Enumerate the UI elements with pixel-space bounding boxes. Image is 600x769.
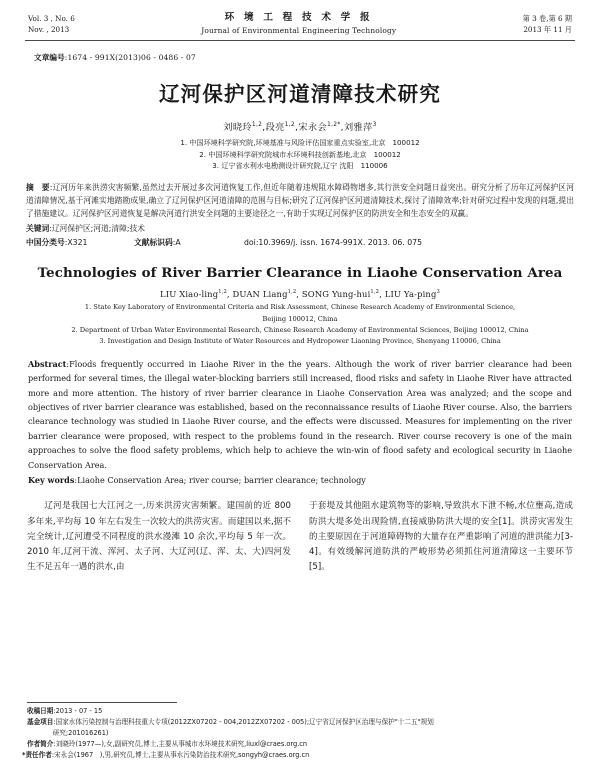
author-affil-marker: 1,2	[284, 122, 296, 129]
article-number	[34, 52, 600, 63]
affiliation-line: 3. 辽宁省水利水电勘测设计研究院,辽宁 沈阳 110006	[212, 161, 388, 171]
author-affil-marker: 1,2*	[327, 122, 341, 129]
footnote-fund-label: 基金项目	[27, 717, 54, 726]
clc-label: 中国分类号	[26, 237, 65, 247]
article-number-value: :1674 - 991X(2013)06 - 0486 - 07	[64, 53, 196, 63]
author-affil-marker: 3	[372, 122, 377, 129]
footnote-received-value: :2013 - 07 - 15	[53, 706, 103, 715]
abstract-en-label: Abstract	[28, 358, 67, 369]
title-en: Technologies of River Barrier Clearance in Liaohe Conservation Area	[37, 265, 563, 282]
body-column-right	[309, 499, 573, 574]
body-paragraph: 辽河是我国七大江河之一,历来洪涝灾害频繁。建国前的近 800 多年来,平均每 10 年左右发生一次较大的洪涝灾害。而建国以来,据不完全统计,辽河遭受不同程度的洪水漫滩 10 余次,平均每 5 年一次。2010 年,辽河干流、浑河、太子河、大辽河(辽、浑、太、大)四河发生不足五年一遇的洪水,由	[27, 501, 291, 572]
footnote-fund-cont: 研究;201016261)	[52, 728, 109, 737]
clc-value: :X321	[64, 237, 88, 247]
abstract-en-text: :Floods frequently occurred in Liaohe River in the the years. Although the work of river barrier clearance had been performed for several times, the illegal water-blocking barriers still increased, flood risks and safety in Liaohe River have attracted more and more attention. The history of river barrier clearance in Liaohe Conservation Area was analyzed; and the scope and objectives of river barrier clearance was established, based on the reconnaissance results of Liaohe River course. Also, the barriers clearance technology was studied in Liaohe River course, and the effects were discussed. Measures for implementing on the river barrier clearance were proposed, with respect to the problems found in the research. River course recovery is one of the main approaches to solve the flood safety problems, which help to achieve the win-win of flood safety and ecological security in Liaohe Conservation Area.	[28, 358, 572, 470]
author-name: 刘雅萍	[343, 122, 373, 134]
abstract-en	[28, 357, 572, 472]
title-cn: 辽河保护区河道清障技术研究	[158, 82, 442, 107]
journal-title-en: Journal of Environmental Engineering Technology	[201, 25, 397, 35]
date-en: Nov. , 2013	[28, 25, 70, 35]
footnote-fund-value: :国家水体污染控制与治理科技重大专项(2012ZX07202 - 004,2012ZX07202 - 005);辽宁省辽河保护区治理与保护"十二五"规划	[53, 717, 434, 726]
keywords-en-text: :Liaohe Conservation Area; river course; barrier clearance; technology	[74, 475, 366, 486]
body-column-left	[27, 499, 291, 574]
author-name-en: LIU Ya-ping	[384, 289, 437, 300]
journal-title-cn: 环 境 工 程 技 术 学 报	[224, 12, 373, 23]
author-name: 段亮	[265, 122, 285, 134]
running-head-left	[28, 12, 75, 35]
running-head	[0, 0, 600, 36]
header-rule	[25, 40, 575, 41]
affiliation-line: 1. 中国环境科学研究院,环境基准与风险评估国家重点实验室,北京 100012	[180, 138, 420, 148]
volume-issue-en: Vol. 3 , No. 6	[28, 14, 75, 23]
footnote-bio-label: 作者简介	[27, 740, 54, 749]
classification-row	[26, 236, 574, 249]
abstract-cn-label: 摘 要	[26, 182, 50, 192]
date-cn: 2013 年 11 月	[523, 25, 572, 35]
author-affil-marker: 1,2	[370, 289, 380, 296]
keywords-cn-text: :辽河保护区;河道;清障;技术	[49, 223, 145, 233]
affiliations-cn	[0, 137, 600, 171]
abstract-cn	[26, 181, 574, 221]
keywords-cn	[26, 222, 574, 235]
body-paragraph: 于套堤及其他阻水建筑物等的影响,导致洪水下泄不畅,水位壅高,造成防洪大堤多处出现险情,直接威胁防洪大堤的安全[1]。洪涝灾害发生的主要原因在于河道障碍物的大量存在严重影响了河道的泄洪能力[3-4]。有效缓解河道防洪的严峻形势必须抓住河道清障这一主要环节[5]。	[309, 501, 573, 572]
footnotes	[22, 702, 573, 761]
clc-number	[26, 236, 134, 249]
footnote-fund	[27, 717, 573, 728]
affiliation-line-en: 3. Investigation and Design Institute of Water Resources and Hydropower Liaoning Province, Shenyang 110006, China	[99, 337, 501, 346]
footnote-received-label: 收稿日期	[27, 706, 54, 715]
affiliation-line: 2. 中国环境科学研究院城市水环境科技创新基地,北京 100012	[199, 149, 401, 159]
author-name: 刘晓玲	[223, 122, 253, 134]
authors-en: LIU Xiao-ling$^{1,2}$, DUAN Liang$^{1,2}$, SONG Yung-hui$^{1,2}$, LIU Ya-ping$^3$	[160, 289, 440, 300]
authors-cn: 刘晓玲$^{1,2}$,段亮$^{1,2}$,宋永会$^{1,2*}$,刘雅萍$^3$	[223, 122, 377, 134]
author-affil-marker: 3	[436, 289, 440, 296]
footnote-bio-value: :刘晓玲(1977—),女,副研究员,博士,主要从事城市水环境技术研究,liuxl@craes.org.cn	[53, 740, 308, 749]
affiliation-line-en: Beijing 100012, China	[262, 314, 338, 323]
running-head-center	[75, 12, 523, 36]
author-affil-marker: 1,2	[252, 122, 263, 129]
footnote-corresponding-value: :宋永会(1967 ),男,研究员,博士,主要从事水污染防治技术研究,songyh@craes.org.cn	[51, 751, 310, 760]
keywords-en-label: Key words	[28, 475, 75, 486]
article-number-label: 文章编号	[34, 53, 65, 63]
affiliation-line-en: 2. Department of Urban Water Environmental Research, Chinese Research Academy of Environmental Sciences, Beijing 100012, China	[71, 325, 529, 334]
keywords-cn-label: 关键词	[26, 223, 50, 233]
author-name-en: SONG Yung-hui	[301, 289, 371, 300]
footnote-rule	[27, 702, 177, 703]
keywords-en	[28, 473, 572, 487]
footnote-corresponding	[22, 750, 573, 761]
affiliation-line-en: 1. State Key Laboratory of Environmental Criteria and Risk Assessment, Chinese Research Academy of Environmental Science,	[84, 303, 516, 312]
body-columns	[27, 499, 573, 574]
document-code-label: 文献标识码	[134, 237, 173, 247]
footnote-received	[27, 706, 573, 717]
affiliations-en	[0, 302, 600, 348]
doi-value: doi:10.3969/j. issn. 1674-991X. 2013. 06. 075	[244, 237, 423, 247]
author-affil-marker: 1,2	[218, 289, 227, 296]
footnote-corresponding-label: *责任作者	[22, 751, 52, 760]
author-affil-marker: 1,2	[287, 289, 297, 296]
author-name-en: DUAN Liang	[232, 289, 288, 300]
author-name: 宋永会	[298, 122, 328, 134]
running-head-right	[523, 12, 572, 35]
document-code-value: :A	[172, 237, 181, 247]
abstract-cn-text: :辽河历年来洪涝灾害频繁,虽然过去开展过多次河道恢复工作,但近年随着违规阻水障碍物增多,其行洪安全问题日益突出。研究分析了历年辽河保护区河道清障情况,基于河滩实地踏勘成果,确立了辽河保护区河道清障的范围与目标;研究了辽河保护区河道清障技术,探讨了清障效率;针对研究过程中发现的问题,提出了措施建议。辽河保护区河道恢复是解决河道行洪安全问题的主要途径之一,有助于实现辽河保护区的防洪安全和生态安全的双赢。	[26, 182, 574, 219]
author-name-en: LIU Xiao-ling	[160, 289, 219, 300]
footnote-bio	[27, 739, 573, 750]
document-code	[134, 236, 244, 249]
volume-issue-cn: 第 3 卷,第 6 期	[522, 14, 572, 23]
